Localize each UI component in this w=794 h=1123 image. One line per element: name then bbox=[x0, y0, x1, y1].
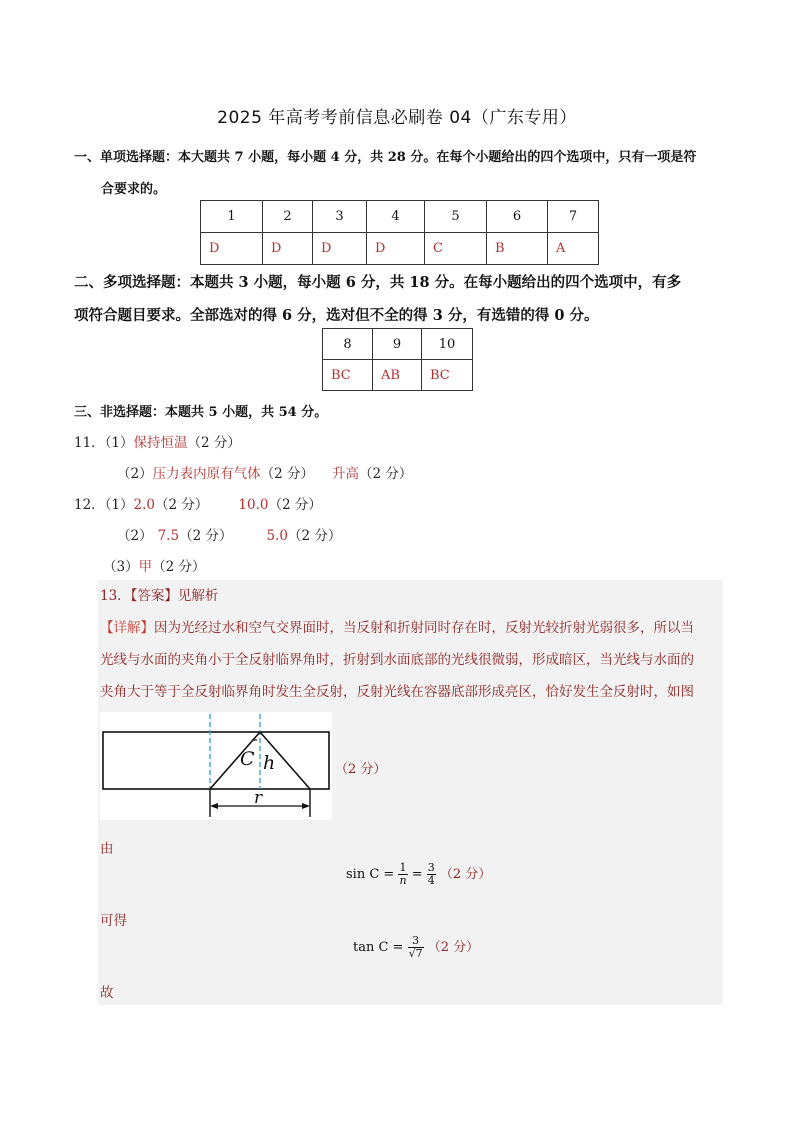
table-cell-answer: D bbox=[313, 233, 367, 265]
question-number: 12． bbox=[74, 497, 105, 513]
answer-text: 5.0 bbox=[266, 528, 288, 544]
detail-line: 【详解】因为光经过水和空气交界面时，当反射和折射同时存在时，反射光较折射光弱很多，所以当 bbox=[100, 620, 694, 636]
q13-detail bbox=[100, 612, 720, 708]
score-text: （2 分） bbox=[179, 528, 233, 544]
q13-answer-line: 13．【答案】见解析 bbox=[100, 588, 219, 604]
table-cell-answer: D bbox=[201, 233, 263, 265]
part-label: （2） bbox=[117, 528, 153, 544]
score-text: （2 分） bbox=[260, 466, 314, 482]
q12-part1 bbox=[74, 493, 322, 513]
section3-heading: 三、非选择题：本题共 5 小题，共 54 分。 bbox=[74, 405, 328, 420]
answer-text: 保持恒温 bbox=[133, 435, 188, 451]
table-cell-answer: BC bbox=[422, 360, 473, 391]
table-cell-answer: AB bbox=[373, 360, 422, 391]
answer-text: 升高 bbox=[331, 466, 359, 482]
table-cell-number: 1 bbox=[201, 201, 263, 233]
table-cell-number: 5 bbox=[425, 201, 487, 233]
score-text: （2 分） bbox=[439, 867, 492, 882]
part-label: （1） bbox=[104, 497, 134, 513]
fraction: $\frac{1}{n}$ bbox=[399, 861, 407, 887]
label-h: h bbox=[263, 752, 276, 774]
score-text: （2 分） bbox=[187, 435, 241, 451]
figure-score: （2 分） bbox=[335, 762, 387, 777]
detail-line: 夹角大于等于全反射临界角时发生全反射，反射光线在容器底部形成亮区，恰好发生全反射时，如图 bbox=[100, 684, 694, 700]
r-arrow-head-right bbox=[302, 803, 310, 809]
section2-heading-line2: 项符合题目要求。全部选对的得 6 分，选对但不全的得 3 分，有选错的得 0 分。 bbox=[74, 307, 599, 324]
table-cell-number: 9 bbox=[373, 329, 422, 360]
part-label: （3） bbox=[103, 559, 139, 575]
part-label: （2） bbox=[117, 466, 153, 482]
table-cell-answer: C bbox=[425, 233, 487, 265]
fraction: $\frac{3}{4}$ bbox=[427, 861, 435, 887]
score-text: （2 分） bbox=[268, 497, 322, 513]
section1-heading-line2: 合要求的。 bbox=[101, 182, 167, 197]
answer-text: 甲 bbox=[138, 559, 153, 575]
r-arrow-head-left bbox=[210, 803, 218, 809]
text-you: 由 bbox=[100, 841, 114, 857]
table-cell-number: 3 bbox=[313, 201, 367, 233]
section2-answer-table bbox=[322, 328, 473, 391]
detail-tag: 【详解】 bbox=[100, 620, 154, 636]
score-text: （2 分） bbox=[427, 940, 480, 955]
score-text: （2 分） bbox=[287, 528, 342, 544]
table-cell-number: 4 bbox=[367, 201, 425, 233]
q11-part2 bbox=[117, 462, 412, 482]
figure-diagram bbox=[100, 712, 332, 820]
table-cell-answer: D bbox=[367, 233, 425, 265]
score-text: （2 分） bbox=[155, 497, 209, 513]
q12-part3 bbox=[103, 555, 205, 575]
table-cell-answer: A bbox=[548, 233, 599, 265]
formula-tan-c: tan C = $\frac{3}{√7}$ （2 分） bbox=[353, 934, 480, 960]
page-title: 2025 年高考考前信息必刷卷 04（广东专用） bbox=[217, 108, 577, 128]
section1-heading-line1: 一、单项选择题：本大题共 7 小题，每小题 4 分，共 28 分。在每个小题给出的四个选项中，只有一项是符 bbox=[74, 150, 697, 165]
table-cell-number: 8 bbox=[323, 329, 373, 360]
text-gu: 故 bbox=[100, 985, 114, 1001]
table-cell-number: 2 bbox=[263, 201, 313, 233]
detail-line: 光线与水面的夹角小于全反射临界角时，折射到水面底部的光线很微弱，形成暗区，当光线与水面的 bbox=[100, 652, 694, 668]
answer-text: 7.5 bbox=[157, 528, 180, 544]
question-number: 11． bbox=[74, 435, 105, 451]
total-reflection-figure bbox=[100, 712, 332, 820]
q12-part2 bbox=[117, 524, 341, 544]
answer-text: 2.0 bbox=[133, 497, 156, 513]
label-r: r bbox=[254, 788, 263, 808]
table-cell-number: 7 bbox=[548, 201, 599, 233]
table-cell-answer: D bbox=[263, 233, 313, 265]
score-text: （2 分） bbox=[358, 466, 413, 482]
table-cell-answer: B bbox=[487, 233, 548, 265]
part-label: （1） bbox=[104, 435, 134, 451]
formula-sin-c: sin C = $\frac{1}{n}$ = $\frac{3}{4}$ （2 分） bbox=[346, 861, 492, 887]
score-text: （2 分） bbox=[152, 559, 206, 575]
q11-part1 bbox=[74, 431, 241, 451]
answer-text: 压力表内原有气体 bbox=[152, 466, 261, 482]
table-cell-number: 6 bbox=[487, 201, 548, 233]
answer-text: 10.0 bbox=[238, 497, 269, 513]
section1-answer-table bbox=[200, 200, 599, 265]
section2-heading-line1: 二、多项选择题：本题共 3 小题，每小题 6 分，共 18 分。在每小题给出的四个选项中，有多 bbox=[74, 274, 682, 291]
text-kede: 可得 bbox=[100, 913, 127, 929]
container-rect bbox=[103, 732, 329, 789]
table-cell-number: 10 bbox=[422, 329, 473, 360]
label-C: C bbox=[240, 748, 255, 770]
fraction: $\frac{3}{√7}$ bbox=[408, 934, 423, 960]
table-cell-answer: BC bbox=[323, 360, 373, 391]
